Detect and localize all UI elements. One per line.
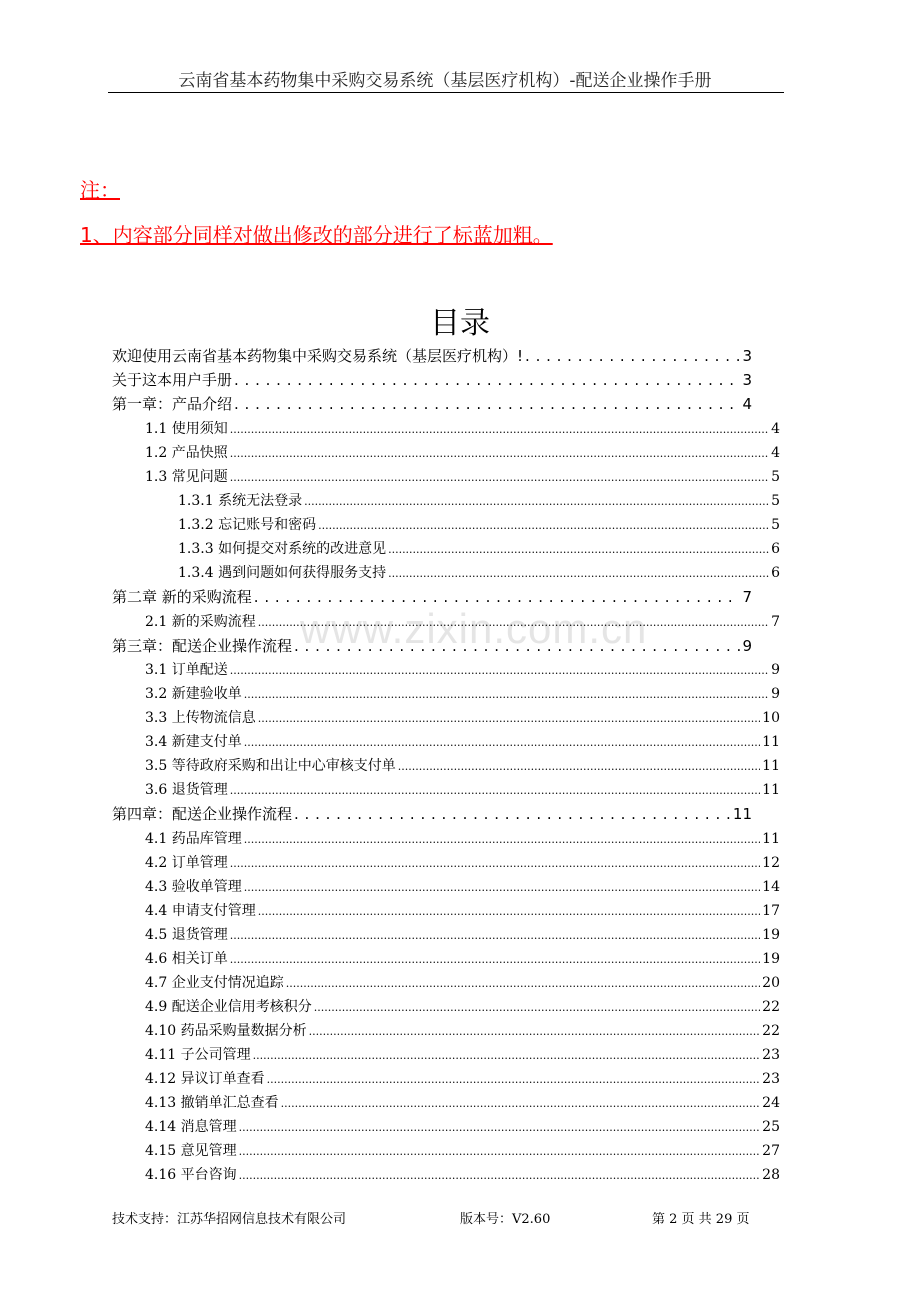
document-header: 云南省基本药物集中采购交易系统（基层医疗机构）-配送企业操作手册	[178, 71, 712, 91]
toc-entry-page: 9	[771, 662, 780, 678]
toc-entry[interactable]	[178, 514, 780, 534]
toc-entry-title: 4.3 验收单管理	[145, 879, 242, 895]
toc-entry-page: 11	[732, 805, 752, 823]
toc-entry-title: 1.3 常见问题	[145, 469, 228, 485]
toc-entry[interactable]	[178, 538, 780, 558]
toc-entry-title: 4.13 撤销单汇总查看	[145, 1095, 279, 1111]
toc-leader-dots	[388, 541, 769, 557]
toc-entry-page: 11	[762, 782, 780, 798]
toc-entry[interactable]	[145, 707, 780, 727]
toc-leader-dots	[398, 758, 760, 774]
toc-entry-page: 3	[742, 347, 752, 365]
toc-entry-title: 第三章：配送企业操作流程	[112, 637, 293, 655]
toc-entry-page: 4	[771, 421, 780, 437]
toc-entry[interactable]	[145, 1068, 780, 1088]
toc-leader-dots	[230, 421, 769, 437]
toc-entry-title: 2.1 新的采购流程	[145, 614, 256, 630]
toc-entry[interactable]	[112, 635, 752, 656]
toc-entry-title: 4.2 订单管理	[145, 855, 228, 871]
toc-entry-title: 4.16 平台咨询	[145, 1167, 237, 1183]
toc-entry[interactable]	[145, 996, 780, 1016]
toc-leader-dots	[314, 999, 760, 1015]
toc-entry[interactable]	[178, 490, 780, 510]
toc-leader-dots	[304, 493, 769, 509]
toc-leader-dots	[230, 782, 760, 798]
toc-entry[interactable]	[145, 1164, 780, 1184]
toc-entry[interactable]	[145, 611, 780, 631]
toc-entry[interactable]	[145, 779, 780, 799]
toc-entry-page: 5	[771, 469, 780, 485]
toc-entry[interactable]	[145, 683, 780, 703]
toc-entry[interactable]	[112, 586, 752, 607]
toc-entry-page: 20	[762, 975, 780, 991]
toc-entry-title: 关于这本用户手册	[112, 371, 233, 389]
toc-leader-dots	[239, 1143, 761, 1159]
toc-entry[interactable]	[145, 1020, 780, 1040]
toc-entry-title: 3.4 新建支付单	[145, 734, 242, 750]
toc-entry-title: 1.3.2 忘记账号和密码	[178, 517, 317, 533]
toc-title: 目录	[430, 306, 490, 341]
toc-entry-title: 4.15 意见管理	[145, 1143, 237, 1159]
toc-leader-dots	[230, 662, 769, 678]
toc-entry[interactable]	[145, 442, 780, 462]
toc-entry-title: 3.1 订单配送	[145, 662, 228, 678]
toc-leader-dots	[253, 1047, 761, 1063]
toc-leader-dots	[281, 1095, 761, 1111]
toc-entry-title: 1.3.1 系统无法登录	[178, 493, 303, 509]
toc-entry-title: 4.10 药品采购量数据分析	[145, 1023, 307, 1039]
header-divider	[108, 92, 784, 93]
toc-leader-dots	[244, 879, 760, 895]
toc-entry-title: 欢迎使用云南省基本药物集中采购交易系统（基层医疗机构）!	[112, 347, 524, 365]
toc-entry[interactable]	[112, 345, 752, 366]
toc-entry[interactable]	[145, 1092, 780, 1112]
toc-entry[interactable]	[112, 393, 752, 414]
toc-leader-dots	[258, 614, 769, 630]
toc-entry[interactable]	[145, 1140, 780, 1160]
watermark: www.zixin.com.cn	[300, 605, 648, 652]
note-title: 注：	[80, 178, 120, 202]
toc-entry-page: 9	[771, 686, 780, 702]
toc-entry-title: 4.11 子公司管理	[145, 1047, 251, 1063]
toc-leader-dots	[267, 1071, 761, 1087]
toc-entry[interactable]	[145, 924, 780, 944]
toc-entry-page: 11	[762, 734, 780, 750]
toc-entry-page: 23	[762, 1071, 780, 1087]
toc-leader-dots	[230, 855, 760, 871]
toc-entry[interactable]	[145, 948, 780, 968]
toc-entry[interactable]	[145, 900, 780, 920]
toc-entry-title: 1.3.3 如何提交对系统的改进意见	[178, 541, 387, 557]
toc-entry-page: 22	[762, 999, 780, 1015]
footer-version: 版本号：V2.60	[460, 1212, 551, 1227]
toc-entry[interactable]	[145, 659, 780, 679]
toc-entry-title: 4.6 相关订单	[145, 951, 228, 967]
toc-entry[interactable]	[145, 731, 780, 751]
toc-entry-title: 4.4 申请支付管理	[145, 903, 256, 919]
toc-entry-page: 24	[762, 1095, 780, 1111]
toc-entry[interactable]	[178, 562, 780, 582]
toc-entry-page: 9	[742, 637, 752, 655]
toc-leader-dots	[244, 686, 769, 702]
toc-entry-title: 3.6 退货管理	[145, 782, 228, 798]
toc-leader-dots	[230, 469, 769, 485]
toc-leader-dots	[318, 517, 769, 533]
toc-entry-page: 11	[762, 758, 780, 774]
toc-entry-page: 28	[762, 1167, 780, 1183]
toc-entry[interactable]	[145, 755, 780, 775]
toc-entry-page: 7	[742, 588, 752, 606]
toc-entry-page: 6	[771, 541, 780, 557]
toc-entry-page: 5	[771, 517, 780, 533]
toc-leader-dots	[294, 805, 731, 823]
footer-page-info: 第 2 页 共 29 页	[652, 1212, 750, 1227]
toc-entry-title: 4.12 异议订单查看	[145, 1071, 265, 1087]
toc-entry-title: 3.3 上传物流信息	[145, 710, 256, 726]
toc-leader-dots	[309, 1023, 761, 1039]
toc-entry-page: 23	[762, 1047, 780, 1063]
toc-entry[interactable]	[145, 972, 780, 992]
toc-entry-title: 4.1 药品库管理	[145, 831, 242, 847]
toc-entry-title: 第一章：产品介绍	[112, 395, 233, 413]
toc-leader-dots	[525, 347, 740, 365]
toc-leader-dots	[294, 637, 740, 655]
toc-entry-page: 11	[762, 831, 780, 847]
toc-entry-page: 5	[771, 493, 780, 509]
toc-entry-title: 1.3.4 遇到问题如何获得服务支持	[178, 565, 387, 581]
toc-leader-dots	[286, 975, 760, 991]
toc-leader-dots	[388, 565, 769, 581]
toc-entry-page: 27	[762, 1143, 780, 1159]
toc-entry-page: 3	[742, 371, 752, 389]
toc-entry-page: 17	[762, 903, 780, 919]
toc-entry-page: 12	[762, 855, 780, 871]
toc-leader-dots	[244, 734, 760, 750]
toc-entry[interactable]	[112, 369, 752, 390]
toc-entry-title: 第四章：配送企业操作流程	[112, 805, 293, 823]
toc-entry-title: 第二章 新的采购流程	[112, 588, 252, 606]
toc-entry-title: 3.5 等待政府采购和出让中心审核支付单	[145, 758, 396, 774]
toc-entry-page: 25	[762, 1119, 780, 1135]
footer-support: 技术支持：江苏华招网信息技术有限公司	[112, 1212, 347, 1227]
toc-leader-dots	[230, 951, 760, 967]
toc-leader-dots	[258, 903, 760, 919]
toc-entry-title: 1.2 产品快照	[145, 445, 228, 461]
toc-entry-page: 22	[762, 1023, 780, 1039]
note-body: 1、内容部分同样对做出修改的部分进行了标蓝加粗。	[80, 223, 553, 247]
toc-entry-page: 14	[762, 879, 780, 895]
toc-entry-page: 10	[762, 710, 780, 726]
toc-entry[interactable]	[145, 852, 780, 872]
toc-leader-dots	[258, 710, 760, 726]
toc-entry[interactable]	[145, 418, 780, 438]
toc-entry[interactable]	[145, 828, 780, 848]
toc-entry[interactable]	[145, 466, 780, 486]
toc-entry-page: 19	[762, 951, 780, 967]
toc-entry-page: 4	[742, 395, 752, 413]
toc-entry-page: 7	[771, 614, 780, 630]
toc-leader-dots	[239, 1167, 761, 1183]
toc-leader-dots	[230, 927, 760, 943]
toc-entry[interactable]	[145, 1044, 780, 1064]
toc-entry-title: 4.5 退货管理	[145, 927, 228, 943]
toc-entry-page: 4	[771, 445, 780, 461]
toc-entry[interactable]	[112, 803, 752, 824]
toc-entry[interactable]	[145, 1116, 780, 1136]
toc-entry-title: 4.9 配送企业信用考核积分	[145, 999, 312, 1015]
toc-entry-page: 6	[771, 565, 780, 581]
toc-leader-dots	[244, 831, 760, 847]
toc-entry-title: 3.2 新建验收单	[145, 686, 242, 702]
toc-entry-title: 4.14 消息管理	[145, 1119, 237, 1135]
toc-entry-title: 4.7 企业支付情况追踪	[145, 975, 284, 991]
toc-leader-dots	[234, 371, 740, 389]
toc-entry-title: 1.1 使用须知	[145, 421, 228, 437]
toc-leader-dots	[230, 445, 769, 461]
toc-entry[interactable]	[145, 876, 780, 896]
toc-leader-dots	[234, 395, 740, 413]
toc-entry-page: 19	[762, 927, 780, 943]
toc-leader-dots	[254, 588, 741, 606]
toc-leader-dots	[239, 1119, 761, 1135]
